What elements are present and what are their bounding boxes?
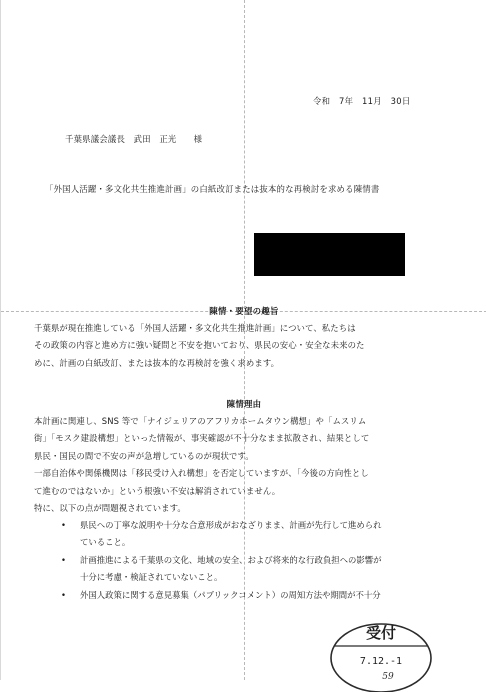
issue-list (61, 517, 441, 604)
body-line: その政策の内容と進め方に強い疑問と不安を抱いており、県民の安心・安全な未来のた (34, 340, 365, 351)
received-stamp (326, 612, 436, 692)
issue-item (61, 517, 441, 552)
issue-line: 外国人政策に関する意見募集（パブリックコメント）の周知方法や期間が不十分 (80, 589, 381, 600)
stamp-date: 7.12.-1 (359, 656, 403, 667)
body-line: 特に、以下の点が問題視されています。 (34, 503, 186, 514)
issue-line: ていること。 (80, 537, 131, 548)
bullet-icon: • (61, 520, 66, 530)
issue-line: 十分に考慮・検証されていないこと。 (80, 572, 223, 583)
issue-item (61, 587, 441, 604)
body-line: 県民・国民の間で不安の声が急増しているのが現状です。 (34, 450, 254, 461)
section-reason-body (34, 413, 454, 517)
stamp-label: 受付 (365, 624, 397, 642)
addressee: 千葉県議会議長 武田 正光 様 (65, 134, 203, 144)
body-line: 一部自治体や関係機関は「移民受け入れ構想」を否定していますが、「今後の方向性とし (34, 468, 369, 479)
body-line: 千葉県が現在推進している「外国人活躍・多文化共生推進計画」について、私たちは (34, 323, 356, 333)
body-line: 本計画に関連し、SNS 等で「ナイジェリアのアフリカホームタウン構想」や「ムスリム (34, 416, 367, 426)
bullet-icon: • (61, 554, 66, 565)
issue-line: 計画推進による千葉県の文化、地域の安全、および将来的な行政負担への影響が (80, 554, 382, 565)
document-title: 「外国人活躍・多文化共生推進計画」の白紙改訂または抜本的な再検討を求める陳情書 (45, 184, 380, 194)
body-line: 街」「モスク建設構想」といった情報が、事実確認が不十分なまま拡散され、結果として (34, 433, 370, 444)
stamp-number: 59 (382, 672, 394, 682)
section-heading-reason: 陳情理由 (226, 399, 262, 409)
document-date: 令和 7年 11月 30日 (313, 96, 411, 106)
redacted-block (254, 233, 405, 276)
body-line: めに、計画の白紙改訂、または抜本的な再検討を強く求めます。 (34, 357, 280, 368)
issue-item (61, 552, 441, 587)
issue-line: 県民への丁寧な説明や十分な合意形成がおなざりまま、計画が先行して進められ (80, 520, 382, 530)
section-purpose-body (34, 320, 454, 372)
section-heading-purpose: 陳情・要望の趣旨 (209, 306, 279, 316)
body-line: て進むのではないか」という根強い不安は解消されていません。 (34, 485, 281, 496)
bullet-icon: • (61, 589, 66, 600)
